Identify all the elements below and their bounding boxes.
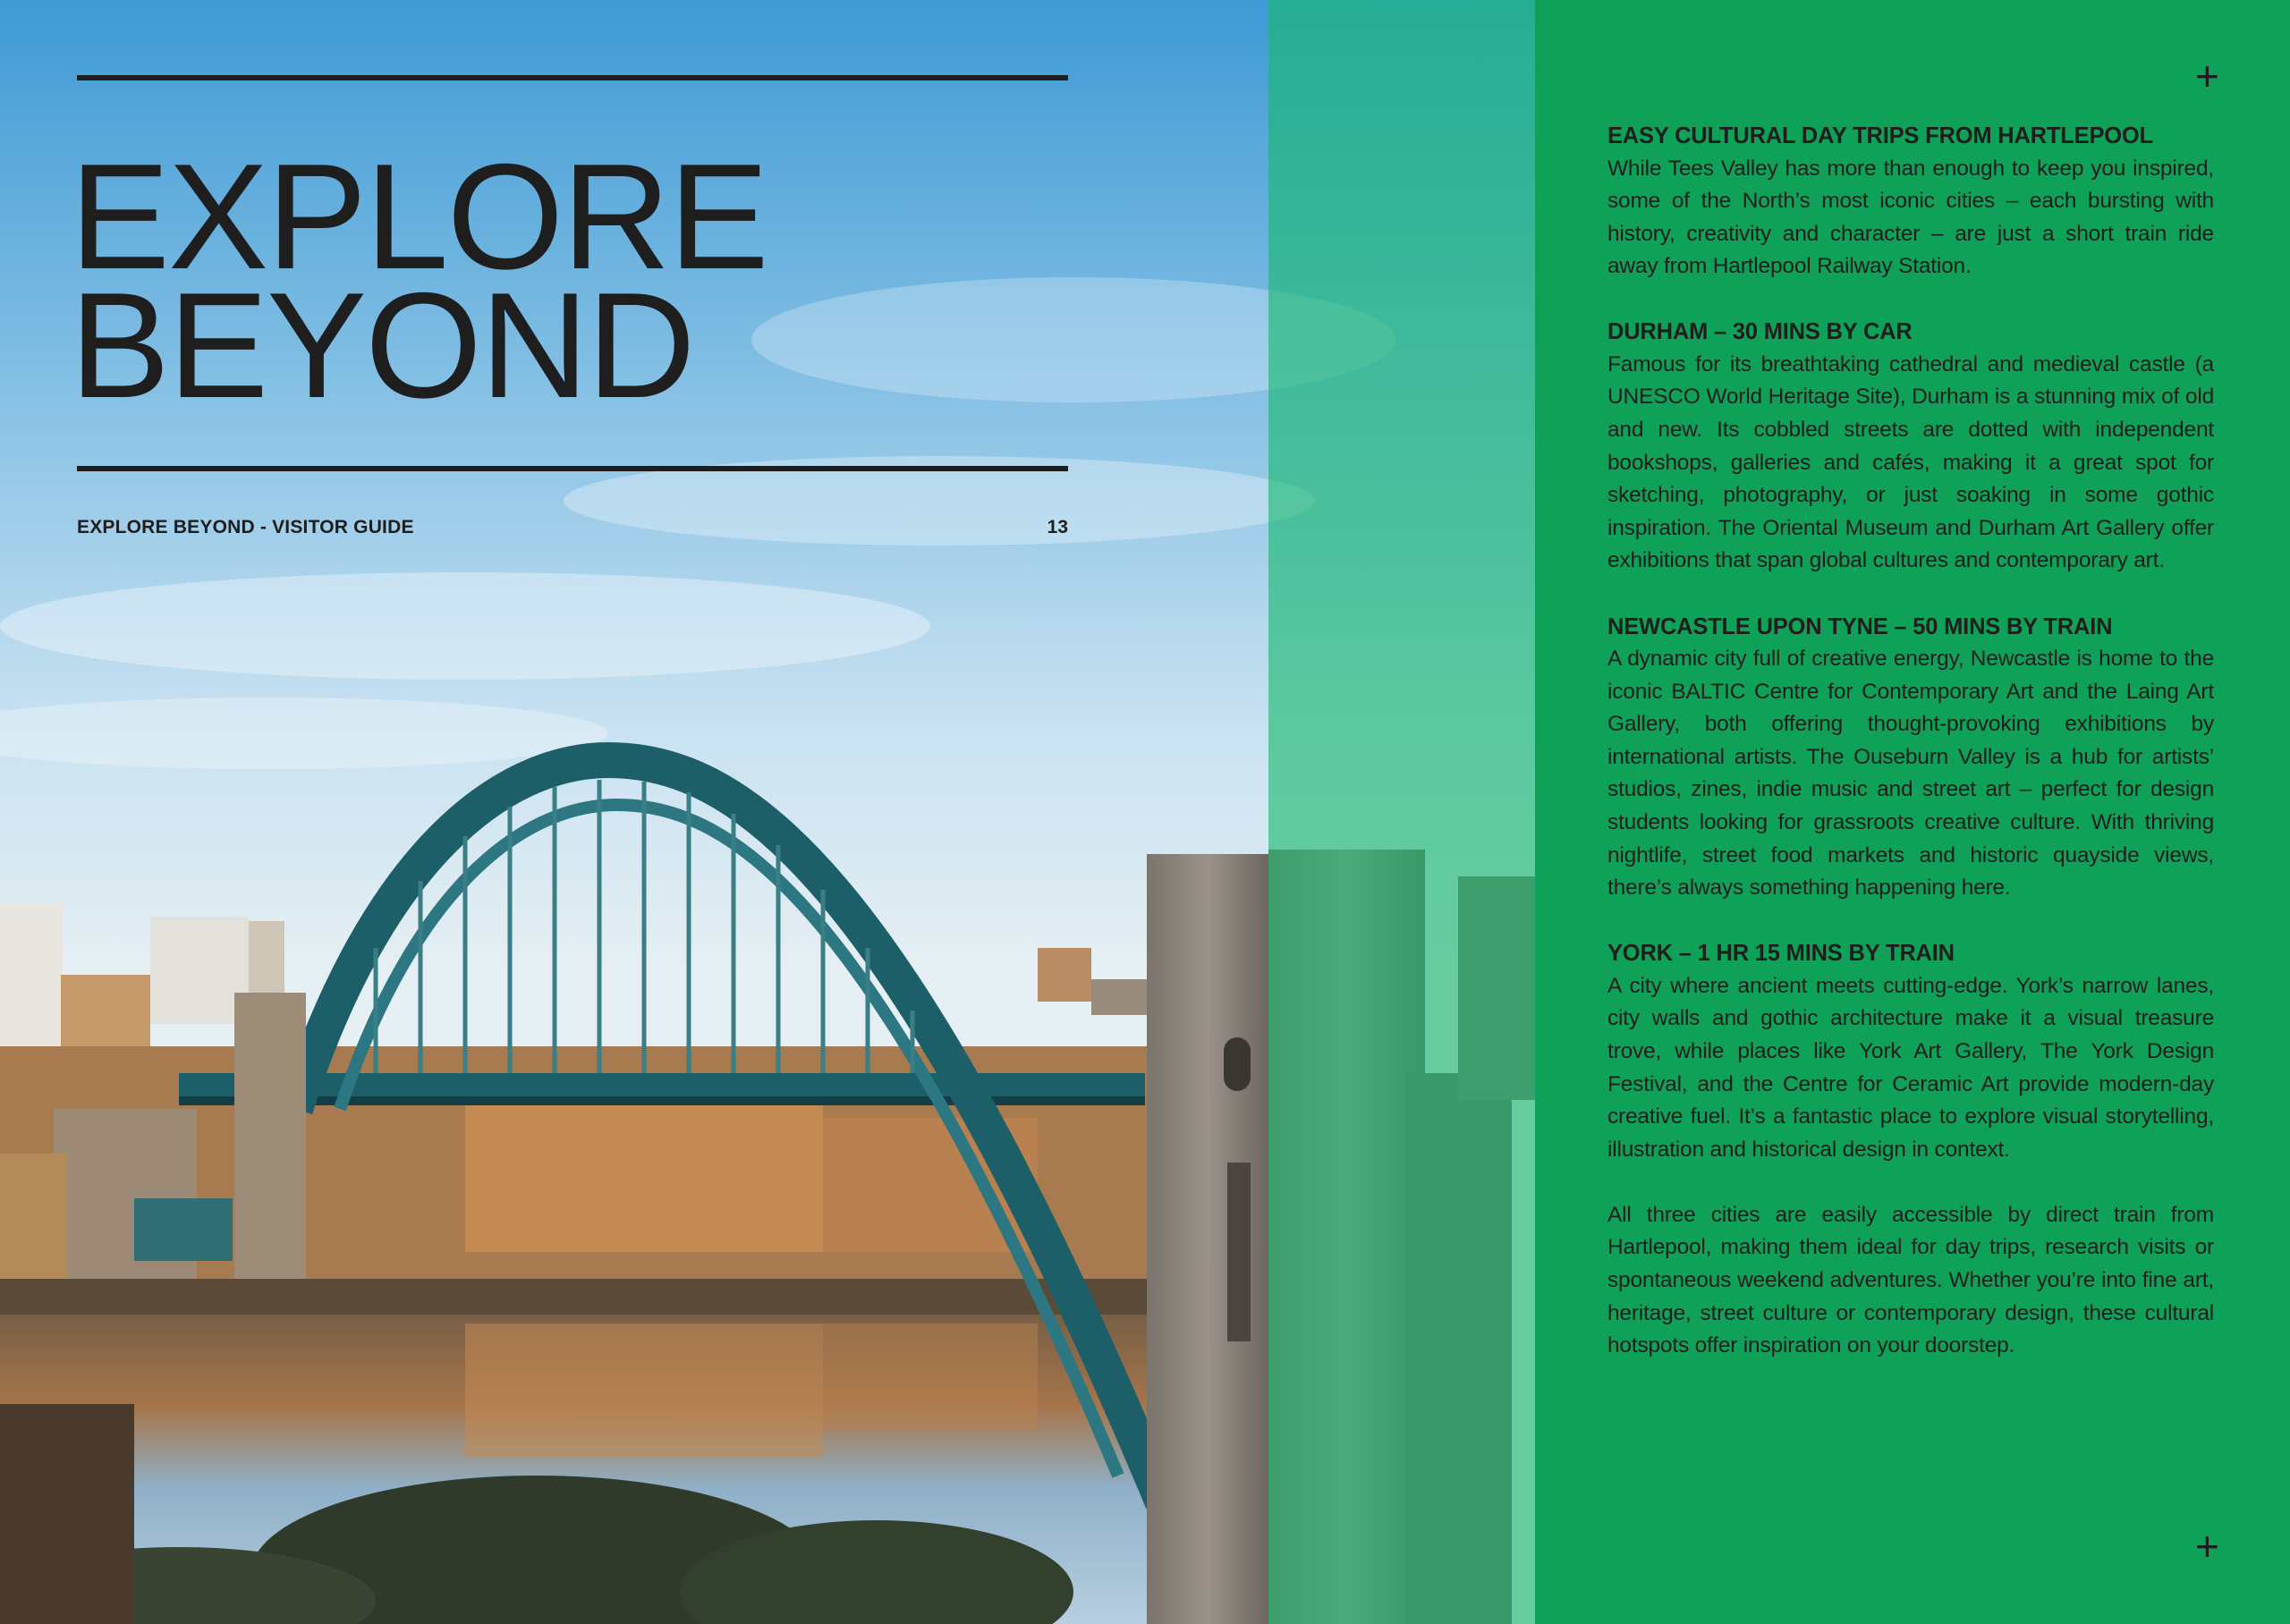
york-body: A city where ancient meets cutting-edge. York’s narrow lanes, city walls and gothic architecture make it a visual treasure trove, while places like York Art Gallery, The York Design Festival, and the Centre for Ceramic Art provide modern-day creative fuel. It’s a fantastic place to explore visual storytelling, illustration and historical design in context. <box>1607 973 2214 1162</box>
closing-body: All three cities are easily accessible by direct train from Hartlepool, making them ideal for day trips, research visits or spontaneous weekend adventures. Whether you’re into fine art, heritage, street culture or contemporary design, these cultural hotspots offer inspiration on your doorstep. <box>1607 1202 2214 1358</box>
title-line-2: BEYOND <box>70 261 694 429</box>
intro-section <box>1607 120 2214 283</box>
york-heading: YORK – 1 HR 15 MINS BY TRAIN <box>1607 941 1955 967</box>
durham-body: Famous for its breathtaking cathedral and medieval castle (a UNESCO World Heritage Site), Durham is a stunning mix of old and new. Its cobbled streets are dotted with independent bookshops, galleries and cafés, making it a great spot for sketching, photography, or just soaking in some gothic inspiration. The Oriental Museum and Durham Art Gallery offer exhibitions that span global cultures and contemporary art. <box>1607 351 2214 573</box>
york-section <box>1607 937 2214 1166</box>
closing-section <box>1607 1199 2214 1363</box>
durham-heading: DURHAM – 30 MINS BY CAR <box>1607 319 1913 345</box>
page-title <box>70 132 768 429</box>
intro-heading: EASY CULTURAL DAY TRIPS FROM HARTLEPOOL <box>1607 123 2153 148</box>
running-head: EXPLORE BEYOND - VISITOR GUIDE <box>77 517 414 537</box>
intro-body: While Tees Valley has more than enough to keep you inspired, some of the North’s most iconic cities – each bursting with history, creativity and character – are just a short train ride away from Hartlepool Railway Station. <box>1607 156 2214 279</box>
newcastle-section <box>1607 611 2214 905</box>
title-rule-bottom <box>77 466 1068 471</box>
plus-mark-top: + <box>2195 53 2219 99</box>
green-tint-overlay <box>1268 0 1535 1624</box>
article-column <box>1607 120 2214 1395</box>
page-number: 13 <box>1047 517 1068 537</box>
title-rule-top <box>77 75 1068 80</box>
plus-mark-bottom: + <box>2195 1523 2219 1569</box>
durham-section <box>1607 316 2214 578</box>
newcastle-heading: NEWCASTLE UPON TYNE – 50 MINS BY TRAIN <box>1607 613 2113 639</box>
title-line-1: EXPLORE <box>70 132 768 300</box>
newcastle-body: A dynamic city full of creative energy, Newcastle is home to the iconic BALTIC Centre for Contemporary Art and the Laing Art Gallery, both offering thought-provoking exhibitions by international artists. The Ouseburn Valley is a hub for artists’ studios, zines, indie music and street art – perfect for design students looking for grassroots creative culture. With thriving nightlife, street food markets and historic quayside views, there’s always something happening here. <box>1607 647 2214 901</box>
